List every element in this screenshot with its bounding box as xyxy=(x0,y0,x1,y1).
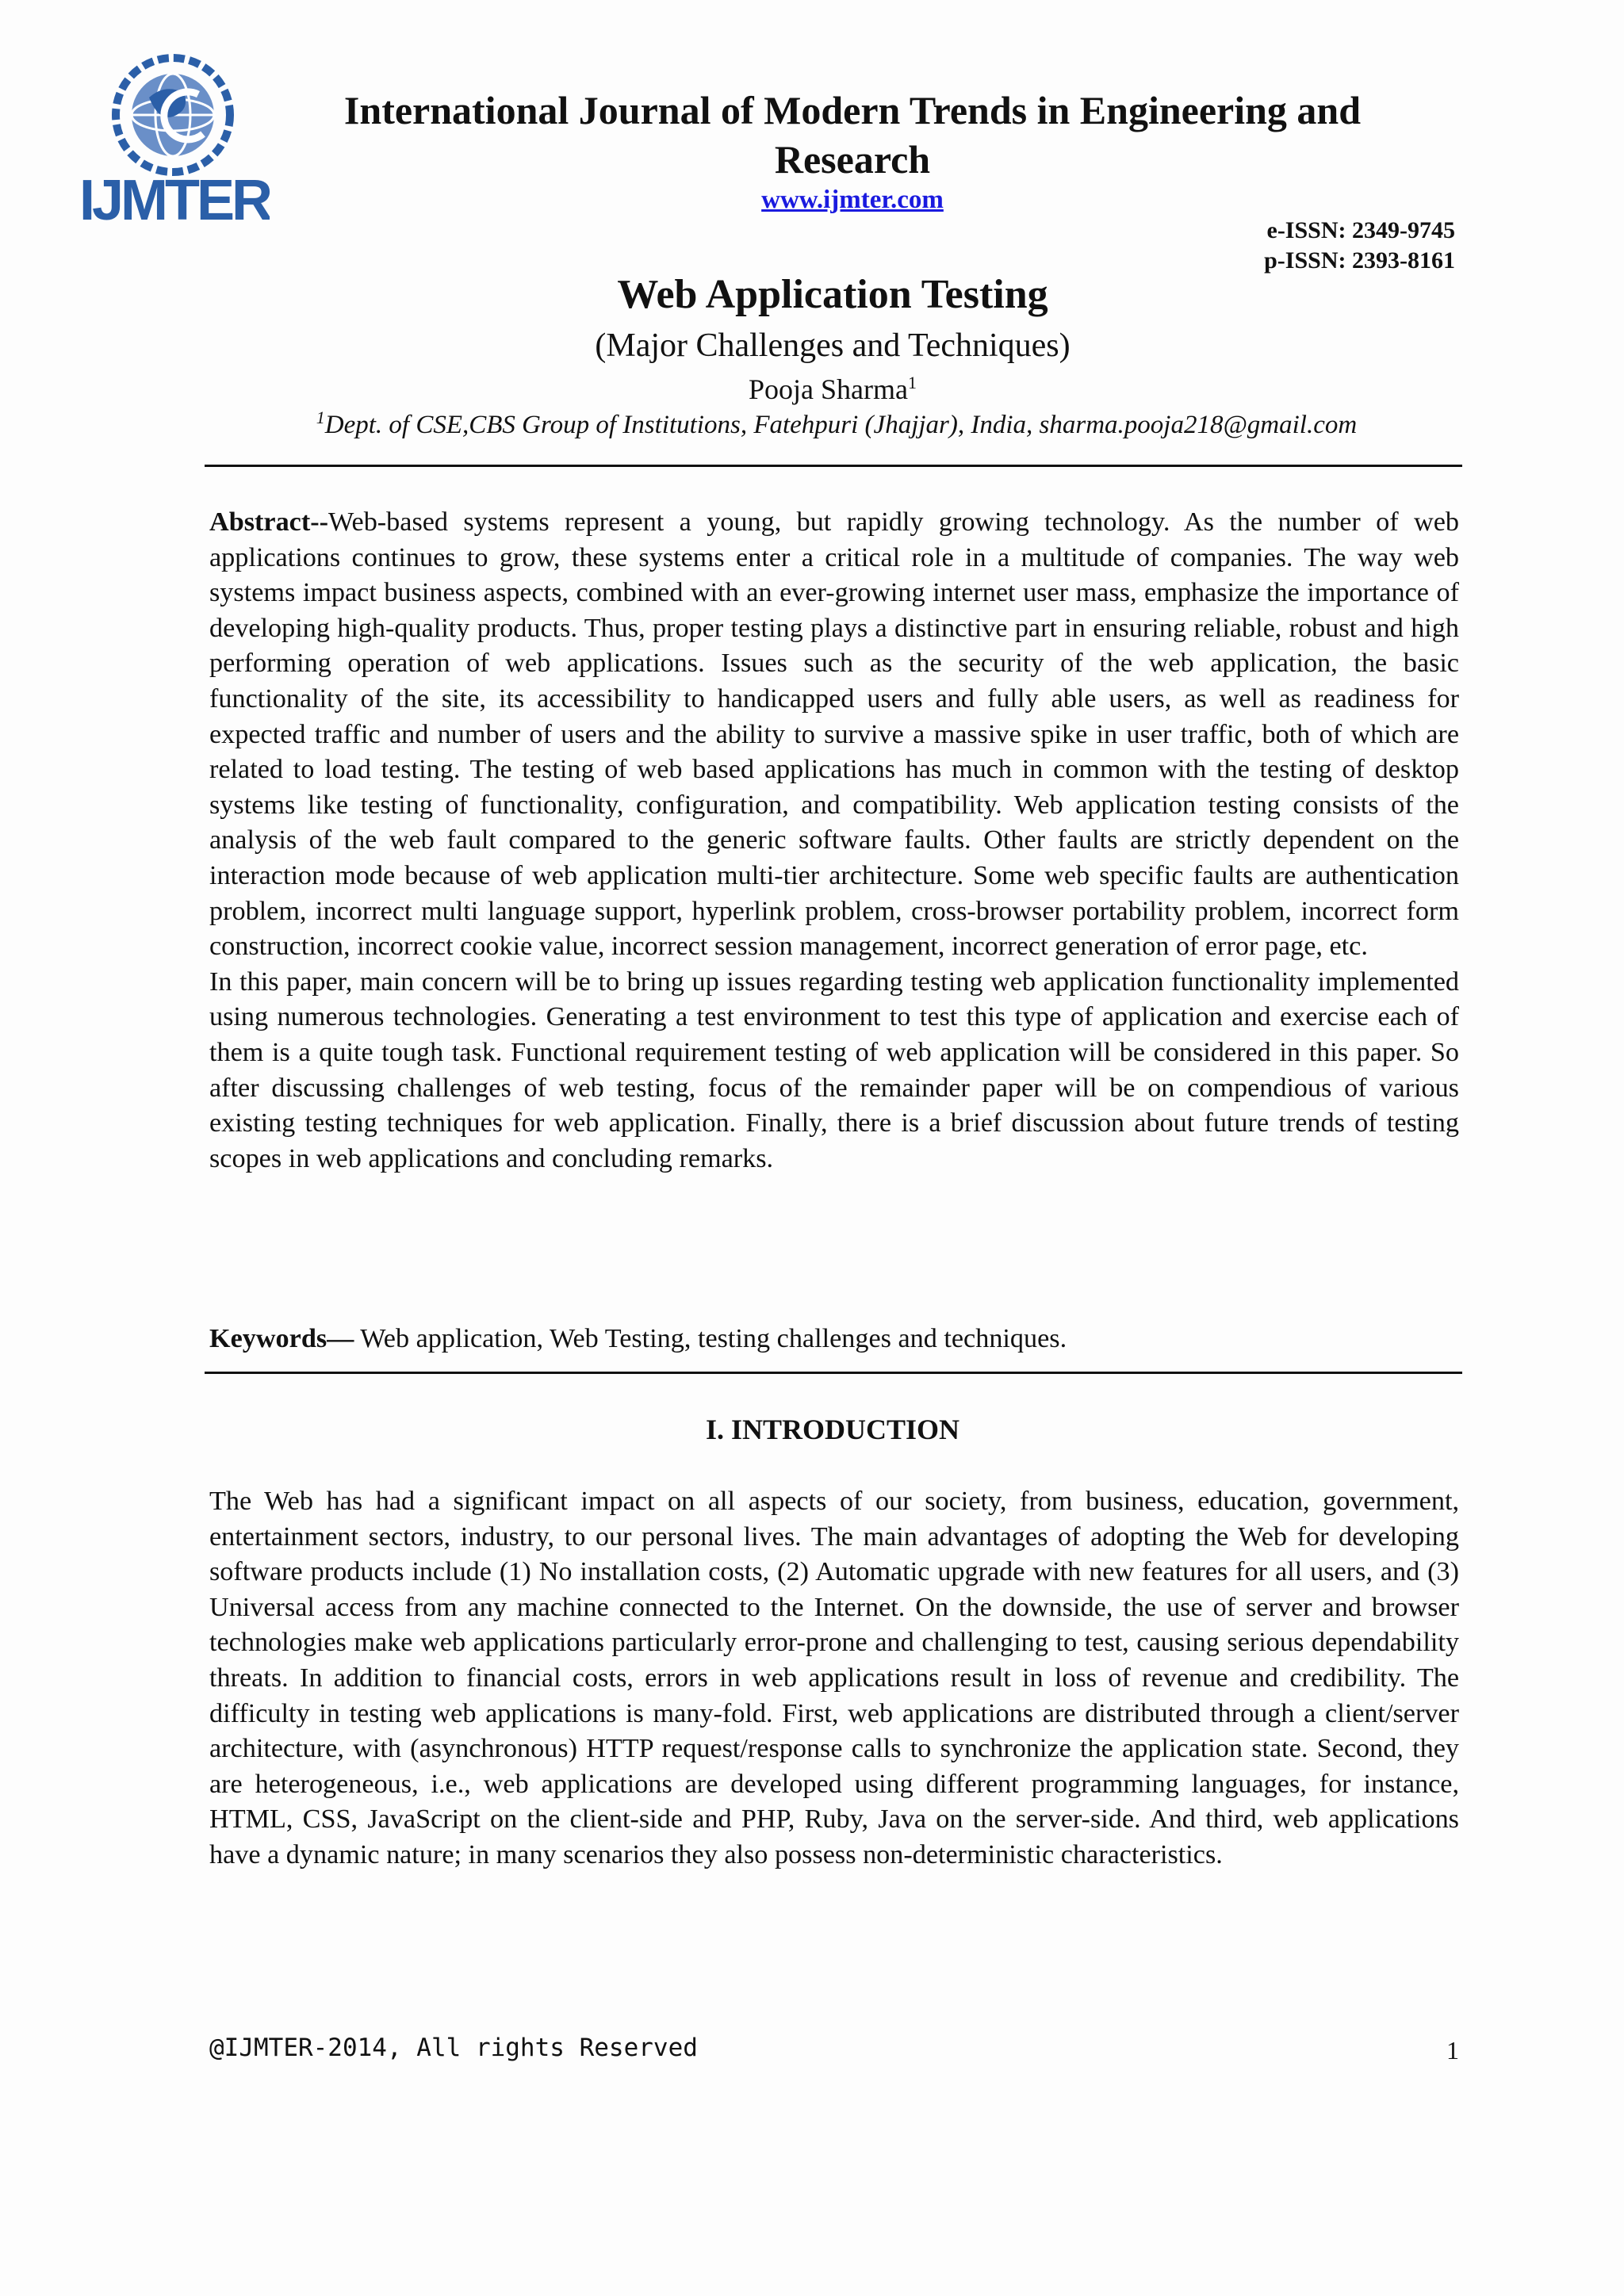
author-affiliation xyxy=(198,408,1475,440)
author-name xyxy=(476,373,1189,406)
pissn: p-ISSN: 2393-8161 xyxy=(1264,247,1455,274)
globe-icon xyxy=(79,36,270,242)
affiliation-mark: 1 xyxy=(316,408,325,427)
abstract-text-1: Web-based systems represent a young, but rapidly growing technology. As the number of web applications continues to grow, these systems enter a critical role in a multitude of companies. The way web systems impact business aspects, combined with an ever-growing internet user mass, emphasize the importance of developing high-quality products. Thus, proper testing plays a distinctive part in ensuring reliable, robust and high performing operation of web applications. Issues such as the security of the web application, the basic functionality of the site, its accessibility to handicapped users and fully able users, as well as readiness for expected traffic and number of users and the ability to survive a massive spike in user traffic, both of which are related to load testing. The testing of web based applications has much in common with the testing of desktop systems like testing of functionality, configuration, and compatibility. Web application testing consists of the analysis of the web fault compared to the generic software faults. Other faults are strictly dependent on the interaction mode because of web application multi-tier architecture. Some web specific faults are authentication problem, incorrect multi language support, hyperlink problem, cross-browser portability problem, incorrect form construction, incorrect cookie value, incorrect session management, incorrect generation of error page, etc. xyxy=(209,507,1459,962)
author-text: Pooja Sharma xyxy=(749,373,908,405)
top-divider xyxy=(205,465,1462,467)
journal-title: International Journal of Modern Trends in Engineering and Research xyxy=(343,88,1362,182)
abstract-paragraph-2: In this paper, main concern will be to bring up issues regarding testing web application functionality implemented using numerous technologies. Generating a test environment to test this type of application and exercise each of them is a quite tough task. Functional requirement testing of web application will be considered in this paper. So after discussing challenges of web testing, focus of the remainder paper will be on compendious of various existing testing techniques for web application. Finally, there is a brief discussion about future trends of testing scopes in web applications and concluding remarks. xyxy=(209,966,1459,1173)
keywords-label: Keywords— xyxy=(209,1324,354,1353)
keywords-text: Web application, Web Testing, testing challenges and techniques. xyxy=(354,1324,1067,1353)
journal-logo xyxy=(79,36,270,242)
affiliation-text: Dept. of CSE,CBS Group of Institutions, Fatehpuri (Jhajjar), India, sharma.pooja218@gmail.com xyxy=(324,411,1358,439)
abstract-label: Abstract-- xyxy=(209,507,328,537)
paper-subtitle: (Major Challenges and Techniques) xyxy=(595,327,1071,364)
journal-url-link[interactable]: www.ijmter.com xyxy=(761,186,944,214)
author-mark: 1 xyxy=(907,373,917,392)
keywords-divider xyxy=(205,1372,1462,1374)
introduction-paragraph: The Web has had a significant impact on all aspects of our society, from business, education, government, entertainment sectors, industry, to our personal lives. The main advantages of adopting the Web for developing software products include (1) No installation costs, (2) Automatic upgrade with new features for all users, and (3) Universal access from any machine connected to the Internet. On the downside, the use of server and browser technologies make web applications particularly error-prone and challenging to test, causing serious dependability threats. In addition to financial costs, errors in web applications result in loss of revenue and credibility. The difficulty in testing web applications is many-fold. First, web applications are distributed through a client/server architecture, with (asynchronous) HTTP request/response calls to synchronize the application state. Second, they are heterogeneous, i.e., web applications are developed using different programming languages, for instance, HTML, CSS, JavaScript on the client-side and PHP, Ruby, Java on the server-side. And third, web applications have a dynamic nature; in many scenarios they also possess non-deterministic characteristics. xyxy=(209,1487,1459,1869)
footer-copyright: @IJMTER-2014, All rights Reserved xyxy=(209,2034,698,2062)
eissn: e-ISSN: 2349-9745 xyxy=(1266,217,1455,243)
section-heading-introduction: I. INTRODUCTION xyxy=(705,1414,960,1445)
page-number: 1 xyxy=(1446,2036,1459,2064)
abstract xyxy=(209,505,1459,1177)
issn-block xyxy=(1174,216,1455,276)
abstract-paragraph-1 xyxy=(209,505,1459,965)
paper-title: Web Application Testing xyxy=(617,272,1048,317)
logo-text: IJMTER xyxy=(79,169,270,232)
keywords xyxy=(209,1322,1459,1357)
